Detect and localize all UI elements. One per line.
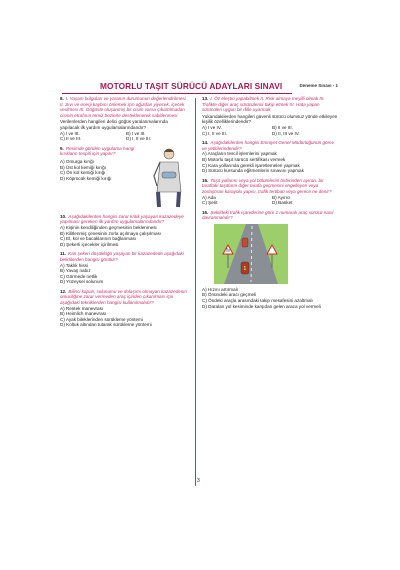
page-number: 3 xyxy=(197,478,200,484)
option-d[interactable]: D) Koltuk altından tutarak sürükleme yöntemi xyxy=(60,322,152,328)
option-d[interactable]: D) Sürücü kursunda eğitmenlerin sınavını yapmak xyxy=(202,168,304,174)
car-number-label: 1 xyxy=(243,265,247,272)
question-stem: Aşağıdakilerden hangisi Emniyet Genel Müdürlüğünün görev ve yetkilerindendir? xyxy=(202,140,334,151)
header-rule xyxy=(62,93,292,94)
option-a[interactable]: A) Kişinin kendiliğinden geçmesinin beklenmesi xyxy=(60,224,157,230)
option-b[interactable]: B) Heimlich manevrası xyxy=(60,311,107,317)
option-c[interactable]: C) II ve III. xyxy=(60,136,82,142)
page-header xyxy=(60,80,338,94)
question-12 xyxy=(60,289,188,328)
option-a[interactable]: A) Hızını artırmalı xyxy=(202,286,238,292)
question-number: 13. xyxy=(202,96,209,101)
option-a[interactable]: A) I ve III. xyxy=(60,130,80,136)
question-number: 10. xyxy=(60,213,67,219)
option-b[interactable]: B) Önündeki aracı geçmeli xyxy=(202,292,257,298)
right-column xyxy=(202,96,338,313)
exam-title: MOTORLU TAŞIT SÜRÜCÜ ADAYLARI SINAVI xyxy=(100,81,283,91)
exam-page xyxy=(60,80,338,490)
question-11 xyxy=(60,251,188,285)
option-a[interactable]: A) Rentek manevrası xyxy=(60,305,104,311)
question-stem: Şekildeki trafik işaretlerine göre 1 numaralı araç sürücü nasıl davranmalıdır? xyxy=(202,209,334,221)
question-stem: Resimde görülen uygulama hangi kırıkların tespiti için yapılır? xyxy=(60,145,135,157)
option-b[interactable]: B) Kilitlenmiş çenesinin zorla açılmaya çalışılması xyxy=(60,230,162,236)
question-number: 11. xyxy=(60,251,67,257)
option-c[interactable]: C) Şerit xyxy=(202,200,218,206)
option-c[interactable]: C) Öndeki araçla arasındaki takip mesafesini azaltmalı xyxy=(202,298,313,304)
question-13 xyxy=(202,96,338,136)
question-number: 14. xyxy=(202,140,209,146)
question-number: 9. xyxy=(60,145,64,151)
option-b[interactable]: B) I ve III. xyxy=(126,130,146,136)
question-number: 16. xyxy=(202,209,209,215)
option-a[interactable]: A) Araçların tescil işlemlerini yapmak xyxy=(202,151,277,157)
question-stem: I. Öz eleştiri yapabilmek II. Risk almaya meyilli olmak III. Trafikte diğer araç sürücülerini takip etmek IV. Hata yapan sürücüleri uygun bir dille uyarmak xyxy=(202,96,325,113)
question-14 xyxy=(202,140,338,174)
option-c[interactable]: C) I, II ve III. xyxy=(202,130,228,136)
left-column xyxy=(60,96,188,332)
option-d[interactable]: D) Şekerli içecekler içirilmesi xyxy=(60,241,119,247)
option-a[interactable]: A) I ve IV. xyxy=(202,124,222,130)
option-d[interactable]: D) Daralan yol kesiminde karşıdan gelen araca yol vermeli xyxy=(202,303,321,309)
option-b[interactable]: B) II ve III. xyxy=(272,124,293,130)
options xyxy=(202,195,338,206)
question-stem: Kan şekeri düşüklüğü yaşayan bir kazazedede aşağıdaki belirtilerden hangisi görülür? xyxy=(60,251,184,262)
question-stem: I. Yaşam bulguları ve yaranın durumunun değerlendirilmesi II. Sıvı ve enerji kaybını önlemek için ağızdan yiyecek, içecek verilmesi III. Göğüste oluşanmış bir cisim varsa çıkartılmadan cismin etrafının temiz bezlerle desteklenerek sabitlenmesi xyxy=(60,96,186,118)
option-d[interactable]: D) Banket xyxy=(272,200,293,206)
question-8 xyxy=(60,96,188,142)
splinted-arm-figure xyxy=(148,146,188,208)
option-d[interactable]: D) Yüzeysel solunum xyxy=(60,279,104,285)
options xyxy=(202,125,338,136)
option-c[interactable]: C) Görmede netlik xyxy=(60,273,98,279)
question-15 xyxy=(202,178,338,206)
question-stem: Aşağıdakilerden hangisi zarar kritik yaşayan kazazedeye yapılması gereken ilk yardım uygulamalarındandır? xyxy=(60,213,184,225)
option-c[interactable]: C) Ayak bileklerinden sürükleme yöntemi xyxy=(60,316,143,322)
option-b[interactable]: B) Yavaş nabız xyxy=(60,268,91,274)
option-a[interactable]: A) Ada xyxy=(202,194,216,200)
road-scene-figure xyxy=(214,224,288,284)
option-d[interactable]: D) II, III ve IV. xyxy=(272,130,300,136)
exam-tag: Deneme Sınavı - 1 xyxy=(299,83,338,88)
question-number: 12. xyxy=(60,288,67,294)
option-c[interactable]: C) Ön kol kemiği kırığı xyxy=(60,170,106,176)
option-a[interactable]: A) Omurga kırığı xyxy=(60,158,94,164)
question-10 xyxy=(60,214,188,248)
options xyxy=(60,131,188,142)
option-c[interactable]: C) El, kol ve bacaklarının bağlanması xyxy=(60,236,137,242)
question-text: Verilenlerden hangileri delici göğüs yaralanmalarında yapılacak ilk yardım uygulamalarındandır? xyxy=(60,119,168,130)
option-d[interactable]: D) Köprücük kemiği kırığı xyxy=(60,175,112,181)
option-b[interactable]: B) Ayırıcı xyxy=(272,194,291,200)
question-9 xyxy=(60,146,188,210)
option-d[interactable]: D) I, II ve III. xyxy=(126,136,152,142)
column-divider xyxy=(195,98,196,486)
question-16 xyxy=(202,210,338,310)
question-number: 8. xyxy=(60,96,64,101)
option-b[interactable]: B) Motorlu taşıt sürücü sertifikası vermek xyxy=(202,156,286,162)
question-text: Yukarıdakilerden hangileri güvenli sürücü olumsuz yönde etkileyen kişilik özelliklerindendir? xyxy=(202,113,338,125)
question-stem: Bilinci kapalı, solunumu ve dolaşımı olmayan kazazedenin omuriliğine zarar vermeden araç içinden çıkarılması için aşağıdaki tekniklerden hangisi kullanılmalıdır? xyxy=(60,288,187,306)
option-c[interactable]: C) Kara yollarında gerekli işaretlemeleri yapmak xyxy=(202,162,300,168)
option-b[interactable]: B) Üst kol kemiği kırığı xyxy=(60,164,106,170)
question-number: 15. xyxy=(202,177,209,183)
option-a[interactable]: A) Taklık hissi xyxy=(60,262,88,268)
question-stem: Taşıt yollarını veya yol bölümlerini birbirinden ayıran, bir taraftaki taşıtların diğer tarafa geçmesini engelleyen veya zorlaştıran karayolu yapısı, trafik tertibatı veya gerece ne denir? xyxy=(202,177,332,194)
